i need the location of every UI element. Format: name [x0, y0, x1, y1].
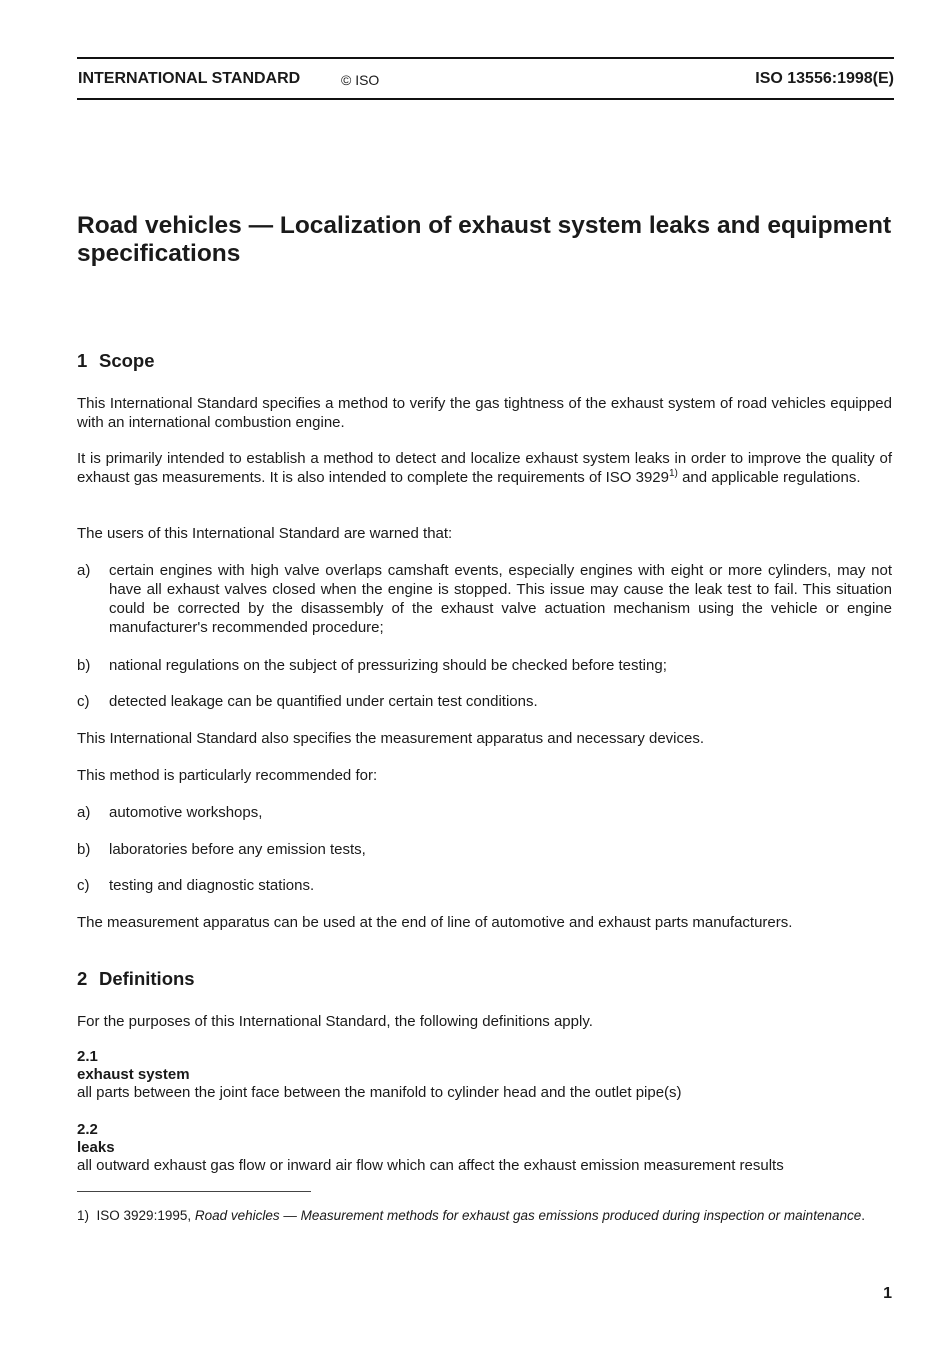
list-marker: b) [77, 841, 91, 858]
definition-entry [77, 1048, 892, 1102]
doc-id-label: ISO 13556:1998(E) [755, 70, 894, 87]
definition-entry [77, 1121, 892, 1175]
list-marker: a) [77, 804, 91, 821]
list-marker: b) [77, 657, 91, 674]
footnote-ref: ISO 3929:1995, [96, 1208, 192, 1223]
doc-type-label: INTERNATIONAL STANDARD [78, 70, 301, 87]
list-item [77, 840, 892, 859]
scope-paragraph-2 [77, 449, 892, 487]
list-item [77, 803, 892, 822]
list-text: testing and diagnostic stations. [109, 877, 315, 894]
section-title: Scope [99, 350, 155, 371]
scope-paragraph-6: The measurement apparatus can be used at the end of line of automotive and exhaust parts manufacturers. [77, 914, 793, 931]
footnote [77, 1207, 892, 1225]
list-text: automotive workshops, [109, 804, 263, 821]
footnote-marker: 1) [77, 1208, 90, 1223]
footnote-title: Road vehicles — Measurement methods for exhaust gas emissions produced during inspection or maintenance [194, 1208, 862, 1223]
list-text: laboratories before any emission tests, [109, 841, 366, 858]
list-marker: a) [77, 562, 91, 579]
document-title: Road vehicles — Localization of exhaust system leaks and equipment specifications [77, 212, 892, 267]
definition-text: all outward exhaust gas flow or inward air flow which can affect the exhaust emission measurement results [77, 1157, 784, 1174]
scope-paragraph-2-tail: and applicable regulations. [677, 469, 861, 486]
header-top-rule [77, 57, 894, 59]
header-bottom-rule [77, 98, 894, 100]
definition-text: all parts between the joint face between the manifold to cylinder head and the outlet pipe(s) [77, 1084, 682, 1101]
list-marker: c) [77, 877, 90, 894]
scope-paragraph-2-text: It is primarily intended to establish a method to detect and localize exhaust system leaks in order to improve the quality of exhaust gas measurements. It is also intended to complete the requirements of ISO 3929 [77, 450, 892, 486]
section-2-heading [77, 968, 195, 990]
footnote-rule [77, 1191, 311, 1192]
footnote-end: . [861, 1208, 865, 1223]
footnote-reference: 1) [669, 468, 678, 479]
list-text: detected leakage can be quantified under certain test conditions. [109, 693, 538, 710]
list-text: certain engines with high valve overlaps camshaft events, especially engines with eight or more cylinders, may not have all exhaust valves closed when the engine is stopped. This issue may cause the leak test to fail. This situation could be corrected by the disassembly of the exhaust valve actuation mechanism using the vehicle or engine manufacturer's recommended procedure; [109, 562, 892, 636]
list-item [77, 561, 892, 637]
section-1-heading [77, 350, 155, 372]
list-item [77, 692, 892, 711]
list-text: national regulations on the subject of pressurizing should be checked before testing; [109, 657, 667, 674]
list-item [77, 656, 892, 675]
section-number: 1 [77, 350, 88, 371]
scope-paragraph-1: This International Standard specifies a method to verify the gas tightness of the exhaust system of road vehicles equipped with an international combustion engine. [77, 395, 892, 431]
scope-paragraph-4: This International Standard also specifies the measurement apparatus and necessary devices. [77, 730, 705, 747]
list-marker: c) [77, 693, 90, 710]
scope-paragraph-3: The users of this International Standard are warned that: [77, 525, 453, 542]
definitions-intro: For the purposes of this International Standard, the following definitions apply. [77, 1013, 593, 1030]
definition-number: 2.2 [77, 1121, 98, 1138]
copyright-label: © ISO [341, 72, 380, 88]
definition-term: leaks [77, 1139, 115, 1156]
scope-paragraph-5: This method is particularly recommended for: [77, 767, 378, 784]
definition-term: exhaust system [77, 1066, 190, 1083]
definition-number: 2.1 [77, 1048, 98, 1065]
list-item [77, 876, 892, 895]
section-title: Definitions [99, 968, 195, 989]
section-number: 2 [77, 968, 88, 989]
page-number: 1 [883, 1285, 892, 1302]
